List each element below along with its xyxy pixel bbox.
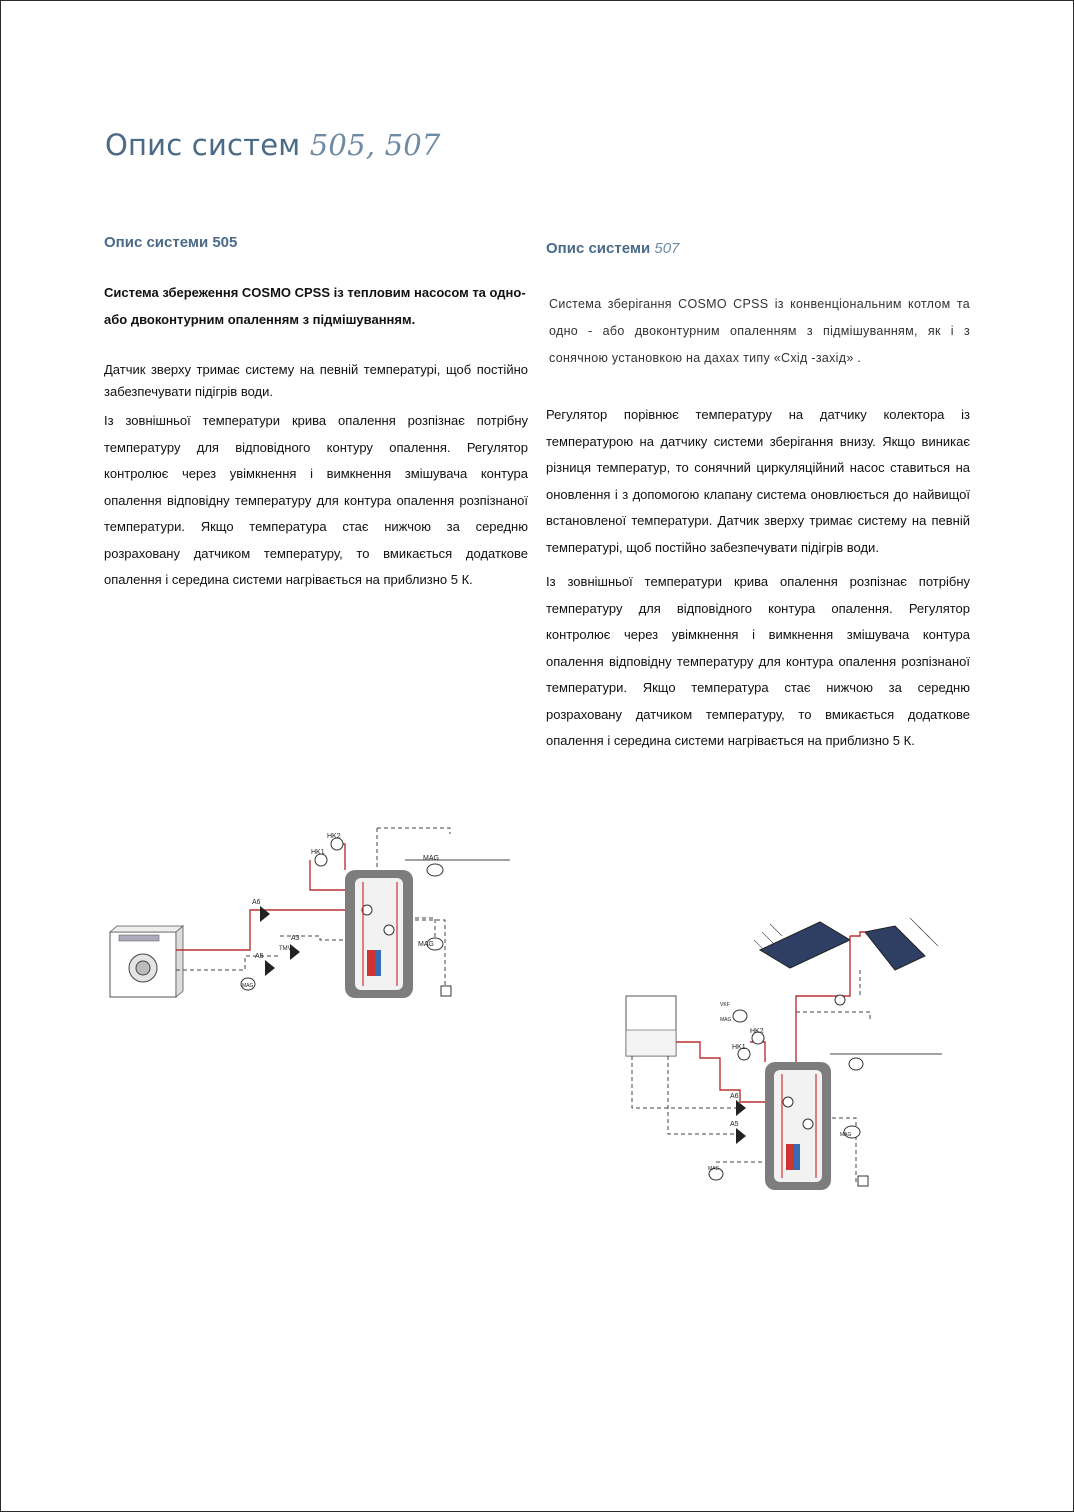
expansion-vessel-icon — [733, 1010, 747, 1022]
section-507-lead: Система зберігання COSMO CPSS із конвенціональним котлом та одно - або двоконтурним опаленням з підмішуванням, як і з сонячною установкою на дахах типу «Схід -захід» . — [549, 297, 970, 365]
label-a6: A6 — [252, 899, 261, 906]
label-mag-2: MAG — [840, 1132, 852, 1138]
diagram-507 — [620, 912, 945, 1192]
section-507-p1: Регулятор порівнює температуру на датчику колектора із температурою на датчику системи зберігання внизу. Якщо виникає різниця температур, то сонячний циркуляційний насос ставиться на оновлення і з допомогою клапану система оновлюється до найвищої встановленої температури. Датчик зверху тримає систему на певній температурі, щоб постійно забезпечувати підігрів води. — [546, 407, 970, 555]
label-a6: A6 — [730, 1093, 739, 1100]
section-507-p2: Із зовнішньої температури крива опалення розпізнає потрібну температуру для відповідного контура опалення. Регулятор контролює через увімкнення і вимкнення змішувача контура опалення відповідну температуру для контура опалення розпізнаної температури. Якщо температура стає нижчою за середню розраховану датчиком температуру, то вмикається додаткове опалення і середина системи нагрівається на приблизно 5 К. — [546, 574, 970, 748]
section-505 — [104, 234, 528, 594]
section-505-lead: Система збереження COSMO CPSS із тепловим насосом та одно- або двоконтурним опаленням з підмішуванням. — [104, 285, 526, 327]
solar-pump-icon — [835, 995, 845, 1005]
label-mag-2: MAG — [418, 941, 434, 948]
label-tmv: TMV — [279, 946, 292, 952]
label-hk1: HK1 — [311, 849, 325, 856]
label-mag-1: MAG — [423, 855, 439, 862]
label-vkf: VKF — [720, 1002, 730, 1008]
label-hk1: HK1 — [732, 1044, 746, 1051]
section-505-p1: Датчик зверху тримає систему на певній температурі, щоб постійно забезпечувати підігрів води. — [104, 362, 528, 399]
page-title — [105, 128, 441, 162]
section-507 — [546, 240, 970, 755]
mixing-valve-icon — [736, 1128, 746, 1144]
boiler-unit — [626, 996, 676, 1056]
expansion-vessel-icon — [849, 1058, 863, 1070]
label-a5: A5 — [255, 953, 264, 960]
label-mag-1: MAG — [720, 1017, 732, 1023]
section-505-p2: Із зовнішньої температури крива опалення розпізнає потрібну температуру для відповідного контуру опалення. Регулятор контролює через увімкнення і вимкнення змішувача контура опалення відповідну температуру для контура опалення розпізнаної температури. Якщо температура стає нижчою за середню розраховану датчиком температуру, то вмикається додаткове опалення і середина системи нагрівається на приблизно 5 К. — [104, 413, 528, 587]
section-505-heading: Опис системи 505 — [104, 234, 238, 251]
storage-tank — [765, 1062, 831, 1190]
label-hk2: HK2 — [327, 833, 341, 840]
solar-collector-left — [754, 922, 850, 968]
diagram-505 — [105, 820, 515, 1005]
page-title-main: Опис систем — [105, 128, 301, 162]
label-hk2: HK2 — [750, 1028, 764, 1035]
page-title-numbers: 505, 507 — [309, 128, 441, 162]
label-mag-3: MAG — [242, 983, 254, 989]
mixing-valve-icon — [260, 906, 270, 922]
label-a5: A5 — [730, 1121, 739, 1128]
label-mag-3: MAG — [708, 1166, 720, 1172]
storage-tank — [345, 870, 413, 998]
mixing-valve-icon — [265, 960, 275, 976]
label-a3: A3 — [291, 935, 300, 942]
section-507-heading: Опис системи 507 — [546, 240, 680, 257]
expansion-vessel-icon — [427, 864, 443, 876]
heatpump-unit — [110, 926, 183, 997]
drain-icon — [441, 986, 451, 996]
solar-collector-right — [865, 918, 938, 970]
drain-icon — [858, 1176, 868, 1186]
